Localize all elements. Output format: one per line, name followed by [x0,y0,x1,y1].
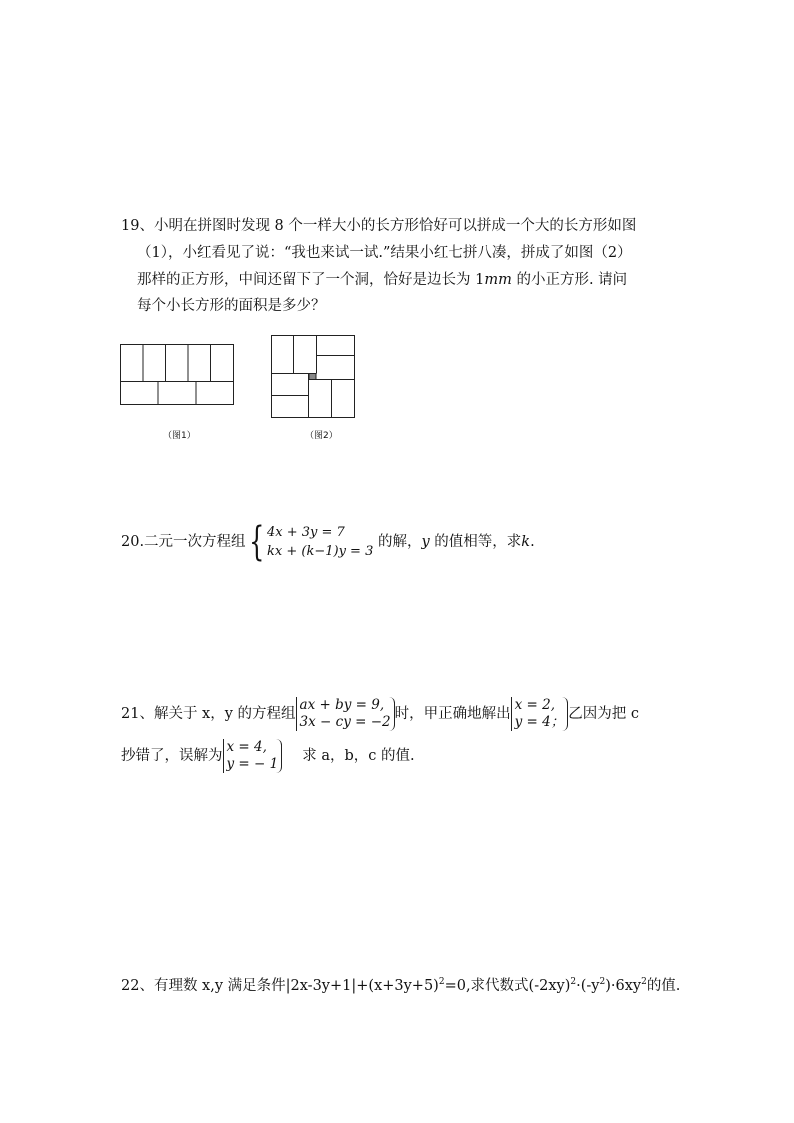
q22-exponent-4: 2 [641,977,647,987]
q21-sol1-eq1: x = 2, [514,697,556,713]
q21-line-2 [121,737,415,775]
q22-text-e: 的值. [646,977,681,994]
q22-line [121,973,680,995]
q21-system-eq2: 3x − cy = −2 [299,714,391,730]
q19-line-2: （1），小红看见了说：“我也来试一试.”结果小红七拼八凑，拼成了如图（2） [137,245,632,261]
q21-line2-prefix: 抄错了，误解为 [121,748,223,764]
q21-solution-2 [223,739,283,773]
q21-sol1-eq2: y = 4； [514,714,565,730]
figure-2-hole [309,374,316,380]
q21-mid-text: 时，甲正确地解出 [394,706,511,722]
q21-equation-system [296,697,395,731]
q19-line-1: 19、小明在拼图时发现 8 个一样大小的长方形恰好可以拼成一个大的长方形如图 [121,218,637,234]
q20-line [121,519,535,565]
q20-prefix: 20.二元一次方程组 [121,534,246,550]
q20-suffix-b: 的值相等，求 [429,534,522,550]
figure-1-rectangle-tiling [120,344,236,407]
q22-exponent-1: 2 [438,977,445,987]
q21-system-eq1: ax + by = 9, [299,697,385,713]
q20-brace-icon: { [248,519,264,565]
q20-suffix-end: . [530,534,535,550]
q19-line-3: 那样的正方形，中间还留下了一个洞，恰好是边长为 1mm 的小正方形. 请问 [137,272,628,288]
q22-text-c: ·(-y [576,977,600,994]
q21-after-text: 乙因为把 c [568,706,639,722]
figure-2-square-with-hole [271,335,357,419]
q21-line-1 [121,695,639,733]
q22-exponent-2: 2 [570,977,577,987]
q20-equation-2: kx + (k−1)y = 3 [267,544,374,559]
q19-line-4: 每个小长方形的面积是多少？ [137,298,326,314]
q21-prefix: 21、解关于 x，y 的方程组 [121,706,296,722]
q20-var-k: k [521,534,531,550]
q20-equation-1: 4x + 3y = 7 [267,525,345,540]
figure-1-caption: （图1） [163,431,196,441]
q20-equation-system [267,523,373,561]
q20-suffix-a: 的解， [373,534,422,550]
q21-sol2-eq2: y = − 1 [226,756,279,772]
q21-line2-suffix: 求 a，b，c 的值. [302,748,415,764]
q21-sol2-eq1: x = 4, [226,739,267,755]
q21-solution-1 [511,697,569,731]
figure-2-caption: （图2） [305,431,338,441]
q22-text-a: 22、有理数 x,y 满足条件|2x-3y+1|+(x+3y+5) [121,977,439,994]
q22-text-b: =0,求代数式(-2xy) [444,977,571,994]
q22-text-d: )·6xy [605,977,642,994]
q20-var-y: y [421,534,430,550]
q22-exponent-3: 2 [599,977,606,987]
